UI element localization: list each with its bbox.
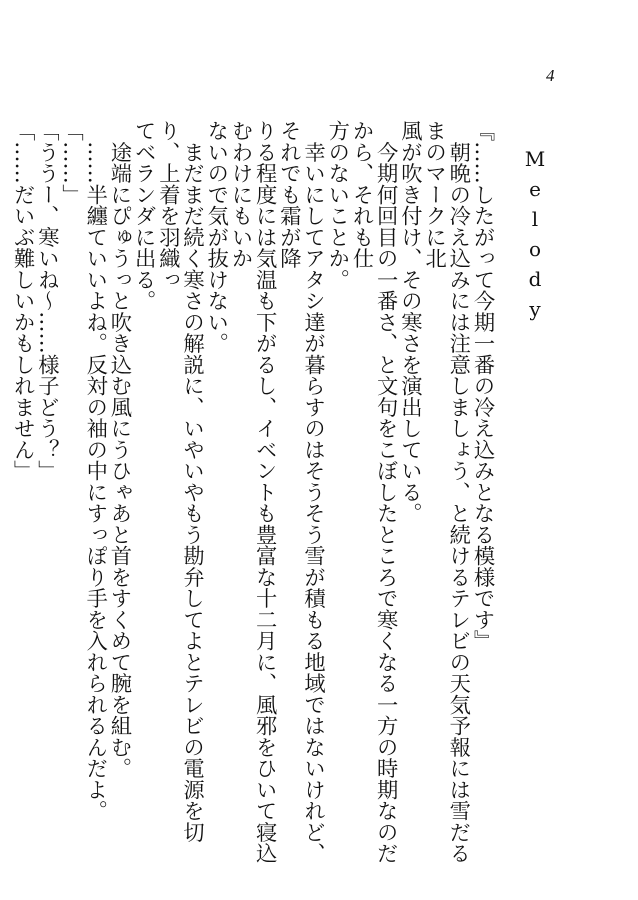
text-line: てベランダに出る。 — [131, 120, 157, 312]
text-line: 今期何回目の一番さ、と文句をこぼしたところで寒くなる一方の時期なのだから、それも仕 — [348, 120, 399, 864]
dialogue-line: 「ううー、寒いね～……様子どう？」 — [34, 120, 60, 482]
text-line: 方のないことか。 — [324, 120, 350, 290]
text-line: まだまだ続く寒さの解説に、いやいやもう勘弁してよとテレビの電源を切り、上着を羽織っ — [155, 120, 205, 843]
text-line: 途端にぴゅうっと吹き込む風にうひゃあと首をすくめて腕を組む。 — [106, 120, 132, 779]
text-line: ……半纏ていいよね。反対の袖の中にすっぽり手を入れられるんだよ。 — [82, 120, 108, 822]
dialogue-line: 「……」 — [58, 120, 84, 205]
text-line: ないので気が抜けない。 — [203, 120, 229, 354]
dialogue-line: 「……だいぶ難しいかもしれません」 — [10, 120, 36, 482]
text-line: 『……したがって今期一番の冷え込みとなる模様です』 — [470, 120, 495, 652]
page-number: 4 — [546, 66, 555, 85]
text-line: 風が吹き付け、その寒さを演出している。 — [397, 120, 423, 524]
text-line: 幸いにしてアタシ達が暮らすのはそうそう雪が積もる地域ではないけれど、それでも霜が降 — [276, 120, 326, 864]
chapter-title: Melody — [523, 147, 547, 327]
body-text — [10, 120, 494, 880]
text-line: りる程度には気温も下がるし、イベントも豊富な十二月に、風邪をひいて寝込むわけにもいか — [227, 120, 278, 864]
text-line: 朝晩の冷え込みには注意しましょう、と続けるテレビの天気予報には雪だるまのマークに北 — [421, 120, 471, 864]
